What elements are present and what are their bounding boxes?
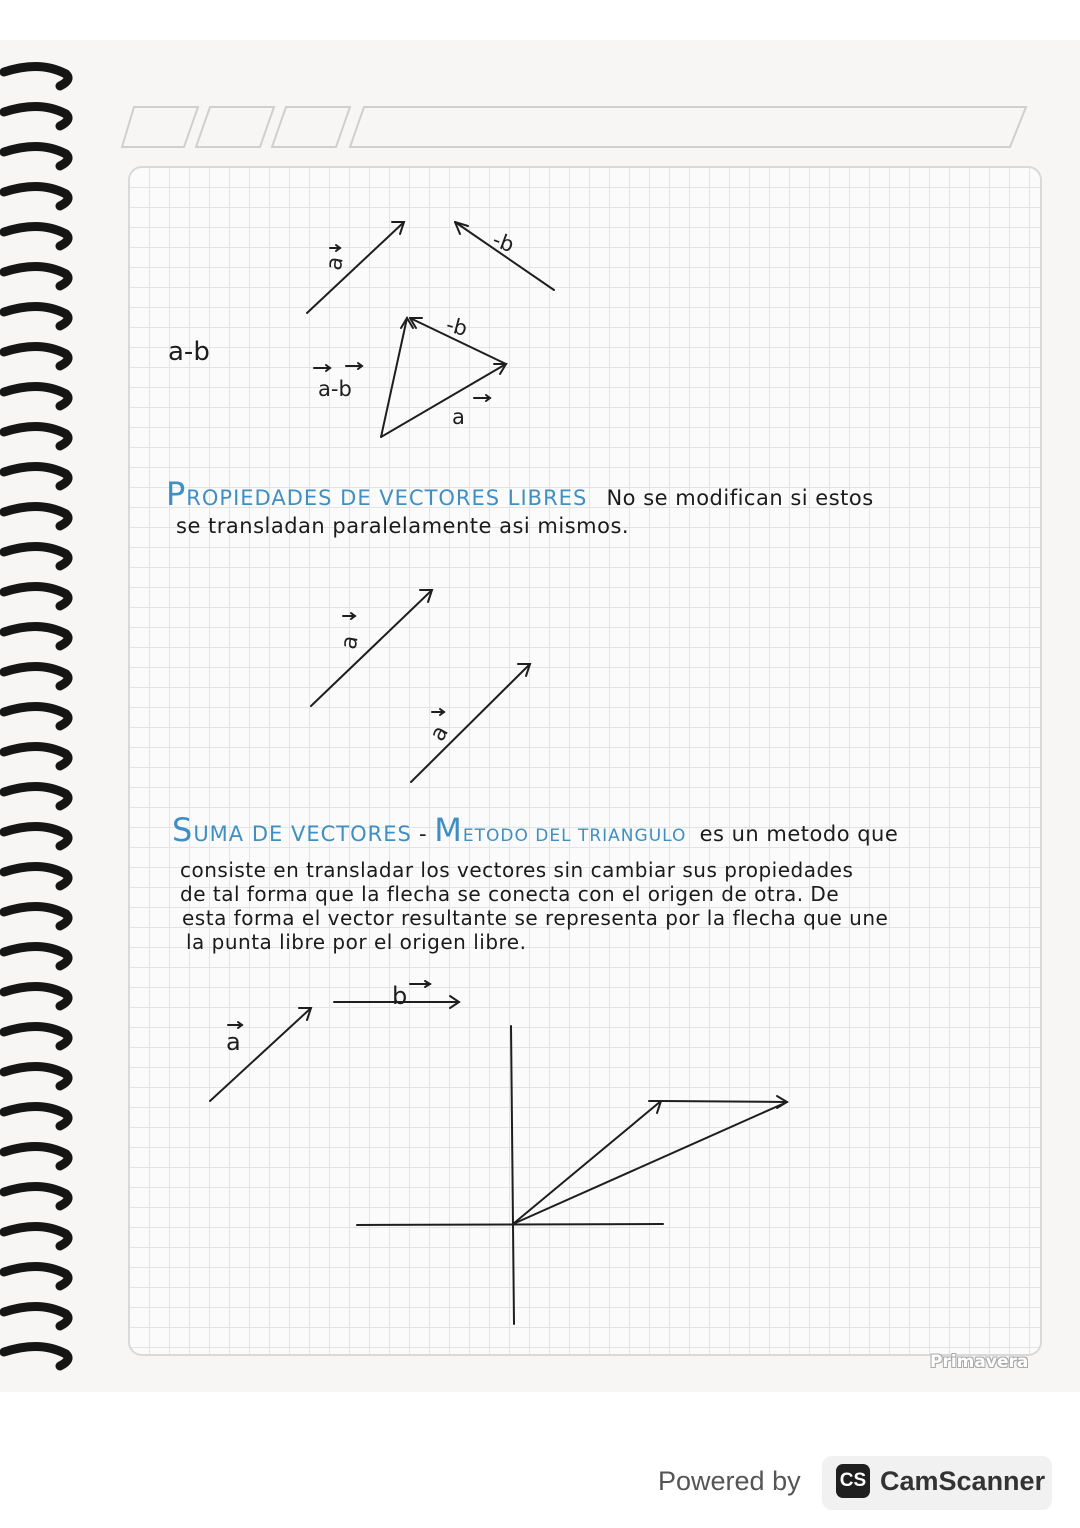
axes-diagram	[357, 1026, 787, 1324]
label-vec-a-parallel-2: a	[425, 721, 454, 746]
sum-title	[172, 811, 1012, 849]
powered-by-text: Powered by	[658, 1466, 801, 1496]
properties-title	[166, 475, 874, 513]
label-tri-diff: a-b	[318, 377, 352, 401]
properties-line1: No se modifican si estos	[606, 486, 874, 510]
properties-line2: se transladan paralelamente asi mismos.	[176, 514, 630, 538]
sum-line3: de tal forma que la flecha se conecta con el origen de otra. De	[180, 882, 840, 906]
label-tri-a: a	[452, 405, 465, 429]
label-vec-a-top: a	[321, 254, 349, 273]
properties-title-initial: P	[166, 475, 187, 513]
camscanner-name: CamScanner	[880, 1466, 1046, 1496]
sum-title-initial: S	[172, 811, 194, 849]
label-tri-neg-b: -b	[443, 312, 470, 341]
sum-line1: es un metodo que	[699, 822, 899, 846]
label-sum-vec-a: a	[226, 1028, 241, 1056]
sum-title-rest: UMA DE VECTORES	[193, 822, 412, 846]
sum-line5: la punta libre por el origen libre.	[186, 930, 527, 954]
method-initial: M	[434, 811, 463, 849]
sum-dash: -	[419, 822, 428, 846]
notebook-brand-logo: Primavera	[930, 1352, 1029, 1372]
label-vec-neg-b-top: -b	[489, 227, 518, 258]
diff-heading: a-b	[168, 337, 210, 367]
parallel-vectors	[311, 590, 530, 782]
sum-line4: esta forma el vector resultante se representa por la flecha que une	[182, 906, 889, 930]
sum-vectors	[210, 996, 459, 1101]
method-rest: ETODO DEL TRIANGULO	[462, 826, 687, 846]
properties-title-rest: ROPIEDADES DE VECTORES LIBRES	[186, 486, 588, 510]
camscanner-logo-icon: CS	[836, 1464, 870, 1498]
sum-line2: consiste en transladar los vectores sin cambiar sus propiedades	[180, 858, 854, 882]
label-sum-vec-b: b	[392, 982, 408, 1010]
label-vec-a-parallel-1: a	[336, 633, 364, 652]
triangle-diagram	[381, 318, 506, 437]
